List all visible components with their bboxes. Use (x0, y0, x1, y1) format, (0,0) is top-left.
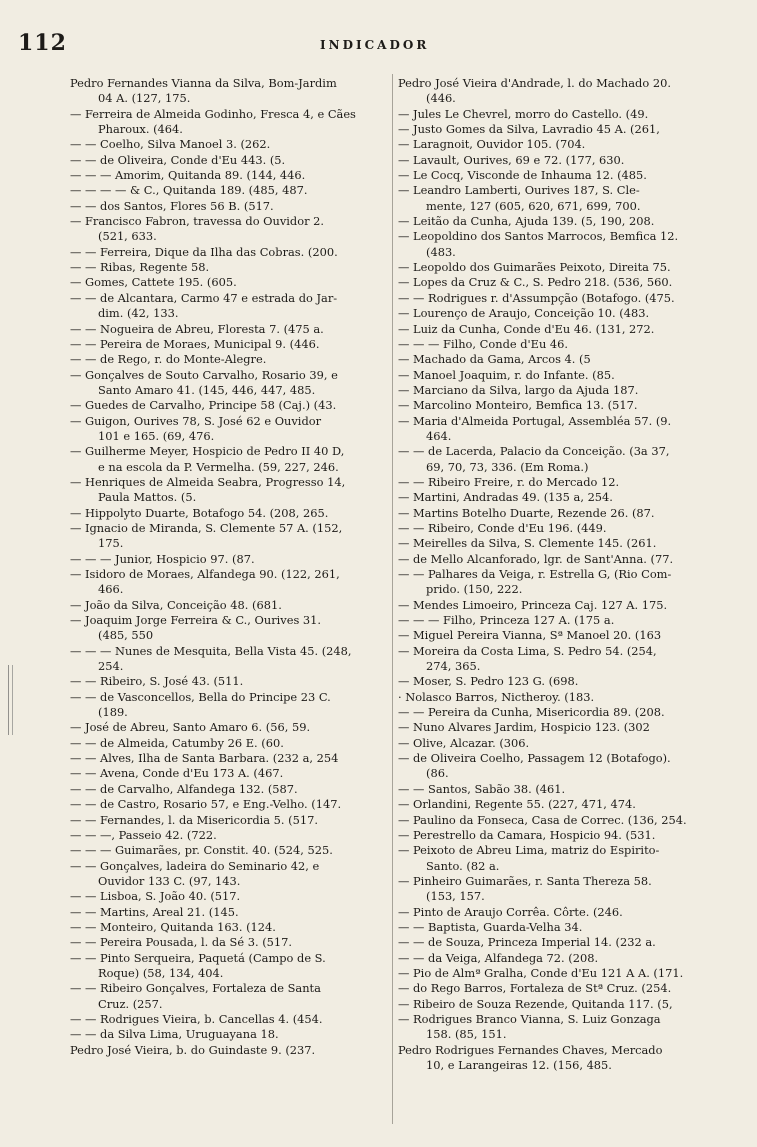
entry-line: — Leopoldino dos Santos Marrocos, Bemfica 12. (398, 229, 679, 244)
entry-line: 101 e 165. (69, 476. (98, 428, 215, 443)
entry-line: — — Coelho, Silva Manoel 3. (262. (70, 137, 271, 152)
entry-line: — José de Abreu, Santo Amaro 6. (56, 59. (70, 720, 311, 735)
entry-line: 175. (98, 536, 124, 551)
entry-line: — Justo Gomes da Silva, Lavradio 45 A. (261, (398, 122, 660, 137)
entry-line: (86. (426, 766, 449, 781)
entry-line: — Rodrigues Branco Vianna, S. Luiz Gonzaga (398, 1011, 661, 1026)
entry-line: — — Ribeiro Gonçalves, Fortaleza de Santa (70, 981, 321, 996)
entry-line: — — Rodrigues Vieira, b. Cancellas 4. (454. (70, 1011, 323, 1026)
entry-line: — — de Castro, Rosario 57, e Eng.-Velho. (147. (70, 797, 342, 812)
entry-line: — Olive, Alcazar. (306. (398, 735, 530, 750)
entry-line: 158. (85, 151. (426, 1027, 507, 1042)
entry-line: — — Ribeiro Freire, r. do Mercado 12. (398, 474, 620, 489)
entry-line: — — Ferreira, Dique da Ilha das Cobras. (200. (70, 244, 338, 259)
entry-line: — Manoel Joaquim, r. do Infante. (85. (398, 367, 615, 382)
right-column (398, 76, 723, 1073)
entry-line: — Henriques de Almeida Seabra, Progresso 14, (70, 474, 346, 489)
entry-line: (483. (426, 244, 456, 259)
entry-line: — — Baptista, Guarda-Velha 34. (398, 919, 583, 934)
entry-line: — — de Rego, r. do Monte-Alegre. (70, 352, 267, 367)
entry-line: (446. (426, 91, 456, 106)
entry-line: — Orlandini, Regente 55. (227, 471, 474. (398, 797, 636, 812)
entry-line: — Ignacio de Miranda, S. Clemente 57 A. (152, (70, 520, 343, 535)
entry-line: — Luiz da Cunha, Conde d'Eu 46. (131, 272. (398, 321, 655, 336)
entry-line: — Isidoro de Moraes, Alfandega 90. (122, 261, (70, 567, 340, 581)
entry-line: — — — Nunes de Mesquita, Bella Vista 45. (248, (70, 643, 352, 658)
entry-line: — — Pereira da Cunha, Misericordia 89. (208. (398, 705, 665, 720)
entry-line: — — da Veiga, Alfandega 72. (208. (398, 950, 599, 965)
entry-line: — — Santos, Sabão 38. (461. (398, 781, 566, 796)
entry-line: — — de Alcantara, Carmo 47 e estrada do Jar- (70, 290, 338, 305)
entry-line: — — — Guimarães, pr. Constit. 40. (524, 525. (70, 843, 333, 858)
entry-line: — — Monteiro, Quitanda 163. (124. (70, 919, 276, 934)
entry-line: — — de Vasconcellos, Bella do Principe 23 C. (70, 689, 331, 704)
entry-line: — Guedes de Carvalho, Principe 58 (Caj.) (43. (70, 398, 337, 413)
entry-line: — Leopoldo dos Guimarães Peixoto, Direita 75. (398, 260, 671, 275)
entry-line: — — de Oliveira, Conde d'Eu 443. (5. (70, 152, 286, 167)
entry-line: — Perestrello da Camara, Hospicio 94. (531. (398, 827, 656, 842)
entry-line: — do Rego Barros, Fortaleza de Stª Cruz. (254. (398, 981, 672, 996)
entry-line: — Moreira da Costa Lima, S. Pedro 54. (254, (398, 643, 657, 658)
entry-line: Pharoux. (464. (98, 122, 183, 137)
entry-line: — Pinheiro Guimarães, r. Santa Thereza 58. (398, 873, 652, 888)
entry-line: — — Fernandes, l. da Misericordia 5. (517. (70, 812, 318, 827)
entry-line: — Machado da Gama, Arcos 4. (5 (398, 352, 591, 367)
entry-line: — — Martins, Areal 21. (145. (70, 904, 239, 919)
entry-line: — Gomes, Cattete 195. (605. (70, 275, 237, 290)
entry-line: Roque) (58, 134, 404. (98, 965, 224, 980)
entry-line: — Marcolino Monteiro, Bemfica 13. (517. (398, 398, 638, 413)
entry-line: — Moser, S. Pedro 123 G. (698. (398, 674, 579, 689)
entry-line: — — Rodrigues r. d'Assumpção (Botafogo. (475. (398, 290, 675, 305)
entry-line: Pedro Fernandes Vianna da Silva, Bom-Jardim (70, 76, 337, 90)
entry-line: — Laragnoit, Ouvidor 105. (704. (398, 137, 586, 152)
margin-mark (8, 665, 13, 735)
entry-line: (485, 550 (98, 628, 154, 643)
entry-line: — Pinto de Araujo Corrêa. Côrte. (246. (398, 904, 623, 919)
entry-line: e na escola da P. Vermelha. (59, 227, 246. (98, 459, 339, 474)
entry-line: Santo. (82 a. (426, 858, 500, 873)
entry-line: — — — Filho, Conde d'Eu 46. (398, 336, 569, 351)
entry-line: — Lopes da Cruz & C., S. Pedro 218. (536, 560. (398, 275, 673, 290)
entry-line: — Ribeiro de Souza Rezende, Quitanda 117. (5, (398, 996, 673, 1011)
entry-line: (521, 633. (98, 229, 157, 244)
entry-line: Pedro José Vieira d'Andrade, l. do Machado 20. (398, 76, 671, 90)
entry-line: — João da Silva, Conceição 48. (681. (70, 597, 282, 612)
entry-line: — — —, Passeio 42. (722. (70, 827, 217, 842)
entry-line: — — Ribeiro, Conde d'Eu 196. (449. (398, 520, 607, 535)
entry-line: — Peixoto de Abreu Lima, matriz do Espirito- (398, 843, 660, 858)
entry-line: — Le Cocq, Visconde de Inhauma 12. (485. (398, 168, 647, 183)
entry-line: — — — Amorim, Quitanda 89. (144, 446. (70, 168, 306, 183)
entry-line: — Joaquim Jorge Ferreira & C., Ourives 31. (70, 613, 322, 628)
entry-line: — — dos Santos, Flores 56 B. (517. (70, 198, 274, 213)
entry-line: — Miguel Pereira Vianna, Sª Manoel 20. (163 (398, 628, 662, 643)
entry-line: dim. (42, 133. (98, 306, 179, 321)
entry-line: 464. (426, 428, 452, 443)
entry-line: (189. (98, 705, 128, 720)
entry-line: — — de Carvalho, Alfandega 132. (587. (70, 781, 298, 796)
entry-line: prido. (150, 222. (426, 582, 523, 597)
entry-line: — Hippolyto Duarte, Botafogo 54. (208, 265. (70, 505, 329, 520)
entry-line: Cruz. (257. (98, 996, 163, 1011)
entry-line: Paula Mattos. (5. (98, 490, 197, 505)
entry-line: mente, 127 (605, 620, 671, 699, 700. (426, 198, 641, 213)
entry-line: — Martini, Andradas 49. (135 a, 254. (398, 490, 613, 505)
entry-line: 254. (98, 659, 124, 674)
column-divider (392, 74, 393, 1124)
entry-line: — Francisco Fabron, travessa do Ouvidor 2. (70, 214, 325, 229)
entry-line: — Paulino da Fonseca, Casa de Correc. (136, 254. (398, 812, 687, 827)
entry-line: (153, 157. (426, 889, 485, 904)
entry-line: — Lourenço de Araujo, Conceição 10. (483. (398, 306, 650, 321)
entry-line: — — Pinto Serqueira, Paquetá (Campo de S. (70, 950, 326, 965)
entry-line: — Martins Botelho Duarte, Rezende 26. (87. (398, 505, 655, 520)
entry-line: — de Mello Alcanforado, lgr. de Sant'Anna. (77. (398, 551, 674, 566)
entry-line: — — Pereira de Moraes, Municipal 9. (446. (70, 336, 320, 351)
entry-line: — — Pereira Pousada, l. da Sé 3. (517. (70, 935, 293, 950)
entry-line: — Meirelles da Silva, S. Clemente 145. (261. (398, 536, 657, 551)
entry-line: · Nolasco Barros, Nictheroy. (183. (398, 689, 595, 704)
entry-line: Pedro José Vieira, b. do Guindaste 9. (237. (70, 1042, 316, 1057)
entry-line: — — — Filho, Princeza 127 A. (175 a. (398, 613, 615, 628)
entry-line: — — de Almeida, Catumby 26 E. (60. (70, 735, 284, 750)
entry-line: — — Lisboa, S. João 40. (517. (70, 889, 241, 904)
entry-line: 69, 70, 73, 336. (Em Roma.) (426, 459, 589, 474)
entry-line: Pedro Rodrigues Fernandes Chaves, Mercado (398, 1042, 663, 1057)
entry-line: — — Gonçalves, ladeira do Seminario 42, e (70, 858, 320, 873)
entry-line: — — Alves, Ilha de Santa Barbara. (232 a, 254 (70, 751, 339, 766)
entry-line: — Ferreira de Almeida Godinho, Fresca 4, e Cães (70, 106, 356, 121)
entry-line: 04 A. (127, 175. (98, 91, 191, 106)
entry-line: Ouvidor 133 C. (97, 143. (98, 873, 241, 888)
entry-line: — — Ribeiro, S. José 43. (511. (70, 674, 244, 689)
entry-line: — Leitão da Cunha, Ajuda 139. (5, 190, 208. (398, 214, 655, 229)
entry-line: — Pio de Almª Gralha, Conde d'Eu 121 A A. (171. (398, 965, 684, 980)
entry-line: — — Avena, Conde d'Eu 173 A. (467. (70, 766, 284, 781)
entry-line: — Jules Le Chevrel, morro do Castello. (49. (398, 106, 649, 121)
entry-line: 10, e Larangeiras 12. (156, 485. (426, 1058, 612, 1072)
entry-line: — — Ribas, Regente 58. (70, 260, 210, 275)
entry-line: Santo Amaro 41. (145, 446, 447, 485. (98, 382, 316, 397)
entry-line: — Marciano da Silva, largo da Ajuda 187. (398, 382, 639, 397)
entry-line: — — — Junior, Hospicio 97. (87. (70, 551, 255, 566)
entry-line: — de Oliveira Coelho, Passagem 12 (Botafogo). (398, 751, 671, 766)
entry-line: 466. (98, 582, 124, 597)
entry-line: — Maria d'Almeida Portugal, Assembléa 57. (9. (398, 413, 672, 428)
left-column (70, 76, 390, 1058)
entry-line: — — Nogueira de Abreu, Floresta 7. (475 a. (70, 321, 324, 336)
running-title: INDICADOR (320, 38, 430, 52)
entry-line: — Guigon, Ourives 78, S. José 62 e Ouvidor (70, 413, 322, 428)
entry-line: — — de Lacerda, Palacio da Conceição. (3a 37, (398, 444, 670, 459)
entry-line: — Leandro Lamberti, Ourives 187, S. Cle- (398, 183, 640, 198)
entry-line: — — da Silva Lima, Uruguayana 18. (70, 1027, 279, 1042)
entry-line: — Mendes Limoeiro, Princeza Caj. 127 A. 175. (398, 597, 668, 612)
entry-line: — Guilherme Meyer, Hospicio de Pedro II 40 D, (70, 444, 345, 459)
entry-line: — Gonçalves de Souto Carvalho, Rosario 39, e (70, 367, 338, 382)
page-number: 112 (18, 30, 67, 56)
entry-line: — — Palhares da Veiga, r. Estrella G, (Rio Com- (398, 567, 672, 581)
entry-line: — — de Souza, Princeza Imperial 14. (232 a. (398, 935, 656, 950)
entry-line: 274, 365. (426, 659, 481, 674)
entry-line: — Lavault, Ourives, 69 e 72. (177, 630. (398, 152, 625, 167)
entry-line: — — — — & C., Quitanda 189. (485, 487. (70, 183, 308, 198)
entry-line: — Nuno Alvares Jardim, Hospicio 123. (302 (398, 720, 650, 735)
